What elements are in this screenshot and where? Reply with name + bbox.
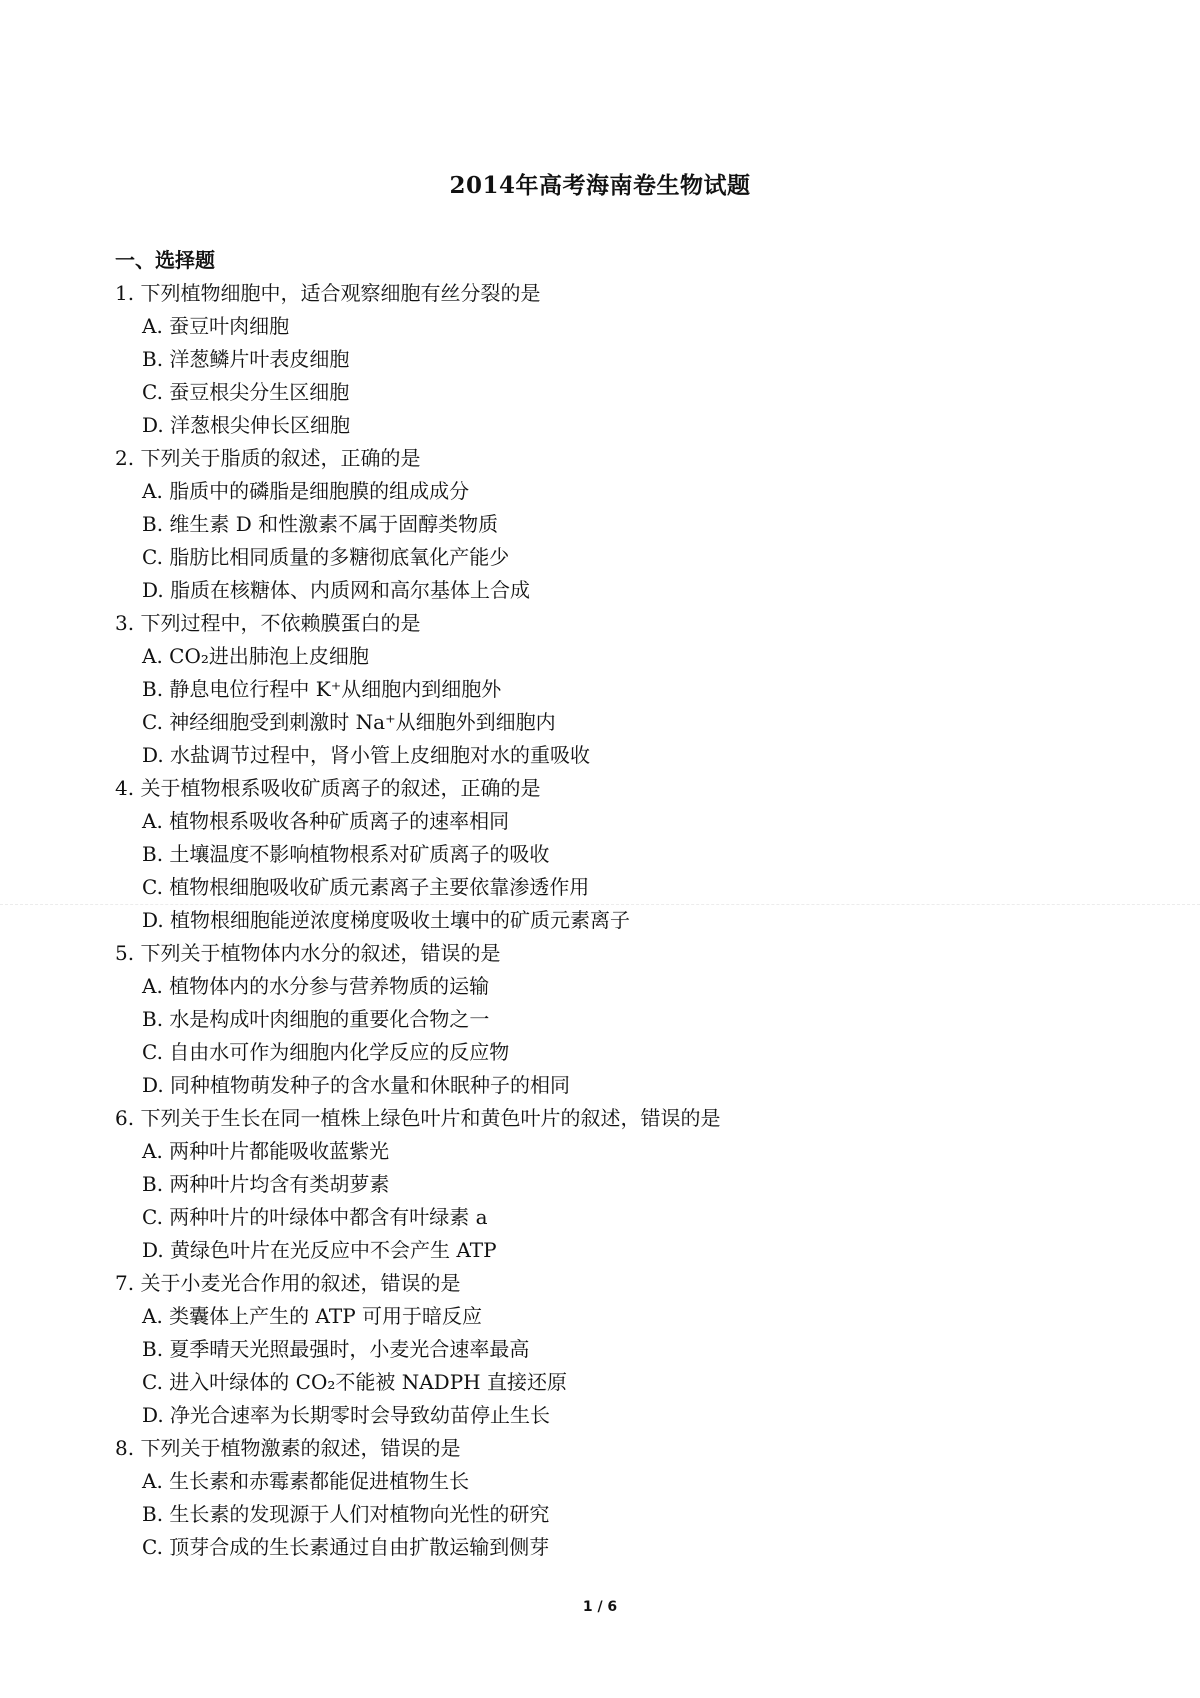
question-4-option-b: B. 土壤温度不影响植物根系对矿质离子的吸收 xyxy=(142,842,550,866)
question-7-option-a: A. 类囊体上产生的 ATP 可用于暗反应 xyxy=(142,1304,483,1328)
question-8-stem: 8. 下列关于植物激素的叙述，错误的是 xyxy=(115,1436,461,1460)
question-3-option-b: B. 静息电位行程中 K⁺从细胞内到细胞外 xyxy=(142,677,502,701)
page-title: 2014年高考海南卷生物试题 xyxy=(449,172,751,199)
question-1-option-d: D. 洋葱根尖伸长区细胞 xyxy=(142,413,351,437)
question-1-option-c: C. 蚕豆根尖分生区细胞 xyxy=(142,380,350,404)
question-6-option-c: C. 两种叶片的叶绿体中都含有叶绿素 a xyxy=(142,1205,488,1229)
question-4-option-c: C. 植物根细胞吸收矿质元素离子主要依靠渗透作用 xyxy=(142,875,590,899)
question-4-option-a: A. 植物根系吸收各种矿质离子的速率相同 xyxy=(142,809,510,833)
question-5-option-a: A. 植物体内的水分参与营养物质的运输 xyxy=(142,974,490,998)
question-3-option-d: D. 水盐调节过程中，肾小管上皮细胞对水的重吸收 xyxy=(142,743,591,767)
question-1-option-a: A. 蚕豆叶肉细胞 xyxy=(142,314,290,338)
question-5-option-b: B. 水是构成叶肉细胞的重要化合物之一 xyxy=(142,1007,490,1031)
question-6-stem: 6. 下列关于生长在同一植株上绿色叶片和黄色叶片的叙述，错误的是 xyxy=(115,1106,721,1130)
question-5-option-c: C. 自由水可作为细胞内化学反应的反应物 xyxy=(142,1040,510,1064)
question-6-option-d: D. 黄绿色叶片在光反应中不会产生 ATP xyxy=(142,1238,497,1262)
question-5-stem: 5. 下列关于植物体内水分的叙述，错误的是 xyxy=(115,941,501,965)
question-4-stem: 4. 关于植物根系吸收矿质离子的叙述，正确的是 xyxy=(115,776,541,800)
scan-fold-line xyxy=(0,904,1200,905)
question-8-option-b: B. 生长素的发现源于人们对植物向光性的研究 xyxy=(142,1502,550,1526)
question-4-option-d: D. 植物根细胞能逆浓度梯度吸收土壤中的矿质元素离子 xyxy=(142,908,631,932)
question-3-option-a: A. CO₂进出肺泡上皮细胞 xyxy=(142,644,369,668)
question-1-stem: 1. 下列植物细胞中，适合观察细胞有丝分裂的是 xyxy=(115,281,541,305)
question-3-option-c: C. 神经细胞受到刺激时 Na⁺从细胞外到细胞内 xyxy=(142,710,556,734)
question-2-option-c: C. 脂肪比相同质量的多糖彻底氧化产能少 xyxy=(142,545,510,569)
question-6-option-a: A. 两种叶片都能吸收蓝紫光 xyxy=(142,1139,390,1163)
page-number: 1 / 6 xyxy=(582,1599,618,1615)
question-2-option-d: D. 脂质在核糖体、内质网和高尔基体上合成 xyxy=(142,578,531,602)
question-8-option-c: C. 顶芽合成的生长素通过自由扩散运输到侧芽 xyxy=(142,1535,550,1559)
question-2-stem: 2. 下列关于脂质的叙述，正确的是 xyxy=(115,446,421,470)
question-5-option-d: D. 同种植物萌发种子的含水量和休眠种子的相同 xyxy=(142,1073,571,1097)
question-7-option-c: C. 进入叶绿体的 CO₂不能被 NADPH 直接还原 xyxy=(142,1370,567,1394)
question-1-option-b: B. 洋葱鳞片叶表皮细胞 xyxy=(142,347,350,371)
question-6-option-b: B. 两种叶片均含有类胡萝素 xyxy=(142,1172,390,1196)
question-7-option-d: D. 净光合速率为长期零时会导致幼苗停止生长 xyxy=(142,1403,551,1427)
question-2-option-b: B. 维生素 D 和性激素不属于固醇类物质 xyxy=(142,512,499,536)
question-8-option-a: A. 生长素和赤霉素都能促进植物生长 xyxy=(142,1469,470,1493)
question-7-option-b: B. 夏季晴天光照最强时，小麦光合速率最高 xyxy=(142,1337,530,1361)
section-title: 一、选择题 xyxy=(115,248,215,272)
question-2-option-a: A. 脂质中的磷脂是细胞膜的组成成分 xyxy=(142,479,470,503)
question-7-stem: 7. 关于小麦光合作用的叙述，错误的是 xyxy=(115,1271,461,1295)
question-3-stem: 3. 下列过程中，不依赖膜蛋白的是 xyxy=(115,611,421,635)
